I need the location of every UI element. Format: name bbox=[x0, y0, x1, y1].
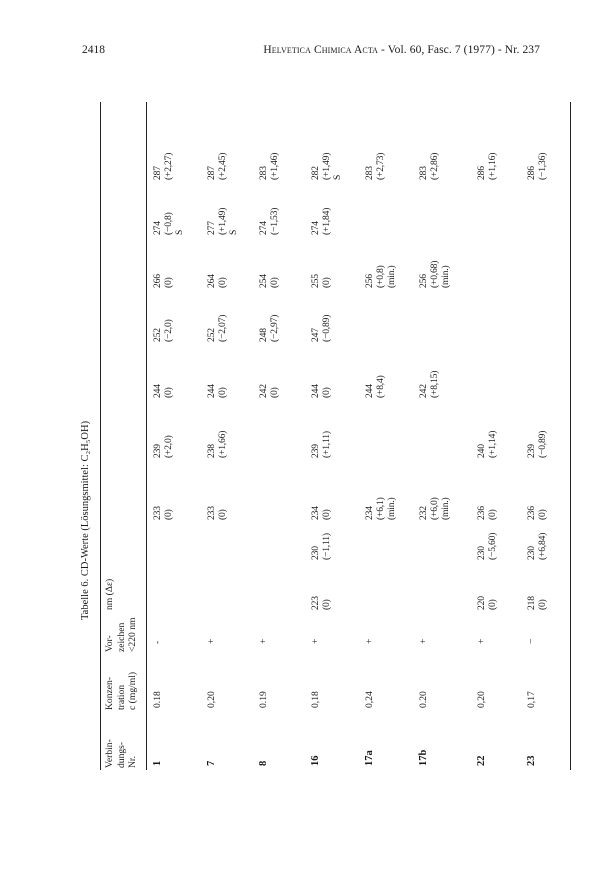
cd-values-table bbox=[78, 90, 548, 770]
delta-epsilon: (−2,07) bbox=[217, 314, 228, 342]
wavelength-nm: 242 bbox=[258, 384, 269, 398]
cd-cell bbox=[258, 274, 280, 288]
cd-cell bbox=[418, 497, 451, 520]
col-header-sign: Vor- zeichen <220 nm bbox=[104, 617, 138, 652]
wavelength-nm: 220 bbox=[476, 596, 487, 610]
cd-cell bbox=[152, 212, 185, 235]
wavelength-nm: 282 bbox=[310, 166, 321, 180]
running-head bbox=[263, 44, 540, 56]
wavelength-nm: 230 bbox=[310, 546, 321, 560]
concentration-value: 0.20 bbox=[418, 691, 429, 708]
wavelength-nm: 232 bbox=[418, 506, 429, 520]
delta-epsilon: (+2,45) bbox=[217, 152, 228, 180]
wavelength-nm: 274 bbox=[310, 221, 321, 235]
delta-epsilon: (+6,0) bbox=[429, 497, 440, 520]
delta-epsilon: (−1,36) bbox=[537, 152, 548, 180]
sign-value: + bbox=[258, 638, 269, 644]
delta-epsilon: (+2,27) bbox=[163, 152, 174, 180]
page-number: 2418 bbox=[82, 44, 105, 56]
cd-cell bbox=[310, 274, 332, 288]
delta-epsilon: (+1,16) bbox=[487, 152, 498, 180]
page-header bbox=[82, 44, 540, 60]
wavelength-nm: 247 bbox=[310, 328, 321, 342]
wavelength-nm: 236 bbox=[526, 506, 537, 520]
delta-epsilon: (0) bbox=[487, 509, 498, 520]
cd-cell bbox=[418, 261, 451, 288]
wavelength-nm: 287 bbox=[152, 166, 163, 180]
delta-epsilon: (−0,8) bbox=[163, 212, 174, 235]
table-top-rule bbox=[100, 102, 101, 770]
wavelength-nm: 218 bbox=[526, 596, 537, 610]
compound-number: 7 bbox=[206, 760, 217, 766]
cd-cell bbox=[476, 533, 498, 560]
cd-cell bbox=[152, 435, 174, 458]
cd-cell bbox=[526, 533, 548, 560]
wavelength-nm: 244 bbox=[206, 384, 217, 398]
compound-number: 16 bbox=[310, 755, 321, 766]
wavelength-nm: 230 bbox=[476, 546, 487, 560]
cd-cell bbox=[310, 153, 343, 180]
wavelength-nm: 240 bbox=[476, 444, 487, 458]
cd-cell bbox=[310, 533, 332, 560]
wavelength-nm: 236 bbox=[476, 506, 487, 520]
wavelength-nm: 233 bbox=[206, 506, 217, 520]
concentration-value: 0.19 bbox=[258, 691, 269, 708]
cd-cell bbox=[206, 506, 228, 520]
delta-epsilon: (+1,49) bbox=[321, 152, 332, 180]
wavelength-nm: 233 bbox=[152, 506, 163, 520]
cd-cell bbox=[418, 153, 440, 180]
wavelength-nm: 252 bbox=[206, 328, 217, 342]
delta-epsilon: (0) bbox=[321, 277, 332, 288]
sign-value: + bbox=[476, 638, 487, 644]
delta-epsilon: (0) bbox=[163, 387, 174, 398]
cd-cell bbox=[206, 431, 228, 458]
wavelength-nm: 238 bbox=[206, 444, 217, 458]
cd-cell bbox=[310, 208, 332, 235]
wavelength-nm: 286 bbox=[526, 166, 537, 180]
wavelength-nm: 283 bbox=[364, 166, 375, 180]
delta-epsilon: (+1,46) bbox=[269, 152, 280, 180]
delta-epsilon: (−1,11) bbox=[321, 533, 332, 560]
cd-cell bbox=[206, 208, 239, 235]
wavelength-nm: 286 bbox=[476, 166, 487, 180]
wavelength-nm: 256 bbox=[364, 274, 375, 288]
delta-epsilon: (0) bbox=[269, 387, 280, 398]
delta-epsilon: (0) bbox=[321, 509, 332, 520]
wavelength-nm: 234 bbox=[310, 506, 321, 520]
cd-cell bbox=[152, 274, 174, 288]
cell-note: (min.) bbox=[440, 265, 451, 288]
cd-cell bbox=[476, 506, 498, 520]
wavelength-nm: 255 bbox=[310, 274, 321, 288]
wavelength-nm: 230 bbox=[526, 546, 537, 560]
header-rule bbox=[146, 102, 147, 770]
cd-cell bbox=[526, 153, 548, 180]
cd-cell bbox=[418, 371, 440, 398]
wavelength-nm: 239 bbox=[310, 444, 321, 458]
delta-epsilon: (+8,4) bbox=[375, 375, 386, 398]
delta-epsilon: (+8,15) bbox=[429, 370, 440, 398]
sign-value: − bbox=[526, 638, 537, 644]
cd-cell bbox=[364, 497, 397, 520]
wavelength-nm: 254 bbox=[258, 274, 269, 288]
sign-value: + bbox=[364, 638, 375, 644]
delta-epsilon: (−5,60) bbox=[487, 532, 498, 560]
cd-cell bbox=[310, 315, 332, 342]
delta-epsilon: (−0,89) bbox=[321, 314, 332, 342]
wavelength-nm: 283 bbox=[258, 166, 269, 180]
sign-value: - bbox=[152, 640, 163, 644]
cd-cell bbox=[152, 319, 174, 342]
sign-value: + bbox=[310, 638, 321, 644]
wavelength-nm: 244 bbox=[364, 384, 375, 398]
concentration-value: 0,17 bbox=[526, 691, 537, 708]
col-header-concentration: Konzen- tration c (mg/ml) bbox=[104, 671, 138, 710]
wavelength-nm: 283 bbox=[418, 166, 429, 180]
cd-cell bbox=[310, 596, 332, 610]
compound-number: 17b bbox=[418, 749, 429, 766]
cd-cell bbox=[258, 153, 280, 180]
delta-epsilon: (+6,84) bbox=[537, 532, 548, 560]
wavelength-nm: 277 bbox=[206, 221, 217, 235]
cd-cell bbox=[364, 153, 386, 180]
wavelength-nm: 264 bbox=[206, 274, 217, 288]
cell-note: S bbox=[228, 229, 239, 235]
wavelength-nm: 248 bbox=[258, 328, 269, 342]
delta-epsilon: (−2,0) bbox=[163, 319, 174, 342]
cd-cell bbox=[310, 431, 332, 458]
cd-cell bbox=[206, 315, 228, 342]
wavelength-nm: 244 bbox=[152, 384, 163, 398]
delta-epsilon: (+2,86) bbox=[429, 152, 440, 180]
wavelength-nm: 244 bbox=[310, 384, 321, 398]
wavelength-nm: 274 bbox=[152, 221, 163, 235]
compound-number: 23 bbox=[526, 755, 537, 766]
wavelength-nm: 223 bbox=[310, 596, 321, 610]
cd-cell bbox=[206, 384, 228, 398]
wavelength-nm: 239 bbox=[152, 444, 163, 458]
cd-cell bbox=[310, 506, 332, 520]
cd-cell bbox=[526, 596, 548, 610]
delta-epsilon: (+1,14) bbox=[487, 430, 498, 458]
delta-epsilon: (0) bbox=[537, 599, 548, 610]
col-header-compound: Verbin- dungs- Nr. bbox=[104, 739, 138, 768]
delta-epsilon: (+1,49) bbox=[217, 207, 228, 235]
wavelength-nm: 287 bbox=[206, 166, 217, 180]
cd-cell bbox=[152, 153, 174, 180]
delta-epsilon: (+0,68) bbox=[429, 260, 440, 288]
col-header-nm: nm (Δε) bbox=[104, 578, 115, 610]
delta-epsilon: (−0,89) bbox=[537, 430, 548, 458]
delta-epsilon: (0) bbox=[217, 277, 228, 288]
wavelength-nm: 234 bbox=[364, 506, 375, 520]
delta-epsilon: (+1,11) bbox=[321, 431, 332, 458]
cell-note: (min.) bbox=[386, 265, 397, 288]
delta-epsilon: (0) bbox=[217, 387, 228, 398]
delta-epsilon: (0) bbox=[487, 599, 498, 610]
delta-epsilon: (0) bbox=[163, 509, 174, 520]
concentration-value: 0,20 bbox=[476, 691, 487, 708]
cell-note: S bbox=[332, 174, 343, 180]
delta-epsilon: (+0,8) bbox=[375, 265, 386, 288]
wavelength-nm: 242 bbox=[418, 384, 429, 398]
cd-cell bbox=[206, 153, 228, 180]
delta-epsilon: (0) bbox=[269, 277, 280, 288]
delta-epsilon: (0) bbox=[163, 277, 174, 288]
compound-number: 22 bbox=[476, 755, 487, 766]
cell-note: S bbox=[174, 229, 185, 235]
concentration-value: 0.18 bbox=[152, 691, 163, 708]
delta-epsilon: (0) bbox=[321, 599, 332, 610]
delta-epsilon: (+6,1) bbox=[375, 497, 386, 520]
delta-epsilon: (−2,97) bbox=[269, 314, 280, 342]
compound-number: 8 bbox=[258, 760, 269, 766]
compound-number: 17a bbox=[364, 750, 375, 766]
cd-cell bbox=[258, 384, 280, 398]
cd-cell bbox=[526, 506, 548, 520]
delta-epsilon: (0) bbox=[321, 387, 332, 398]
cd-cell bbox=[526, 431, 548, 458]
sign-value: + bbox=[418, 638, 429, 644]
concentration-value: 0,20 bbox=[206, 691, 217, 708]
delta-epsilon: (+2,0) bbox=[163, 435, 174, 458]
cell-note: (min.) bbox=[386, 497, 397, 520]
wavelength-nm: 256 bbox=[418, 274, 429, 288]
cell-note: (min.) bbox=[440, 497, 451, 520]
wavelength-nm: 252 bbox=[152, 328, 163, 342]
cd-cell bbox=[476, 431, 498, 458]
compound-number: 1 bbox=[152, 760, 163, 766]
cd-cell bbox=[206, 274, 228, 288]
cd-cell bbox=[258, 315, 280, 342]
cd-cell bbox=[364, 265, 397, 288]
table-title: Tabelle 6. CD-Werte (Lösungsmittel: C₂H₅OH) bbox=[80, 420, 91, 620]
concentration-value: 0,24 bbox=[364, 691, 375, 708]
cd-cell bbox=[310, 384, 332, 398]
delta-epsilon: (0) bbox=[537, 509, 548, 520]
delta-epsilon: (0) bbox=[217, 509, 228, 520]
cd-cell bbox=[152, 506, 174, 520]
delta-epsilon: (+1,84) bbox=[321, 207, 332, 235]
cd-cell bbox=[476, 596, 498, 610]
journal-name: Helvetica Chimica Acta bbox=[263, 44, 379, 56]
wavelength-nm: 239 bbox=[526, 444, 537, 458]
table-bottom-rule bbox=[570, 102, 571, 770]
cd-cell bbox=[476, 153, 498, 180]
cd-cell bbox=[258, 208, 280, 235]
delta-epsilon: (+1,66) bbox=[217, 430, 228, 458]
wavelength-nm: 274 bbox=[258, 221, 269, 235]
cd-cell bbox=[364, 375, 386, 398]
wavelength-nm: 266 bbox=[152, 274, 163, 288]
delta-epsilon: (+2,73) bbox=[375, 152, 386, 180]
concentration-value: 0,18 bbox=[310, 691, 321, 708]
cd-cell bbox=[152, 384, 174, 398]
journal-volume-info: - Vol. 60, Fasc. 7 (1977) - Nr. 237 bbox=[378, 44, 540, 56]
delta-epsilon: (−1,53) bbox=[269, 207, 280, 235]
sign-value: + bbox=[206, 638, 217, 644]
